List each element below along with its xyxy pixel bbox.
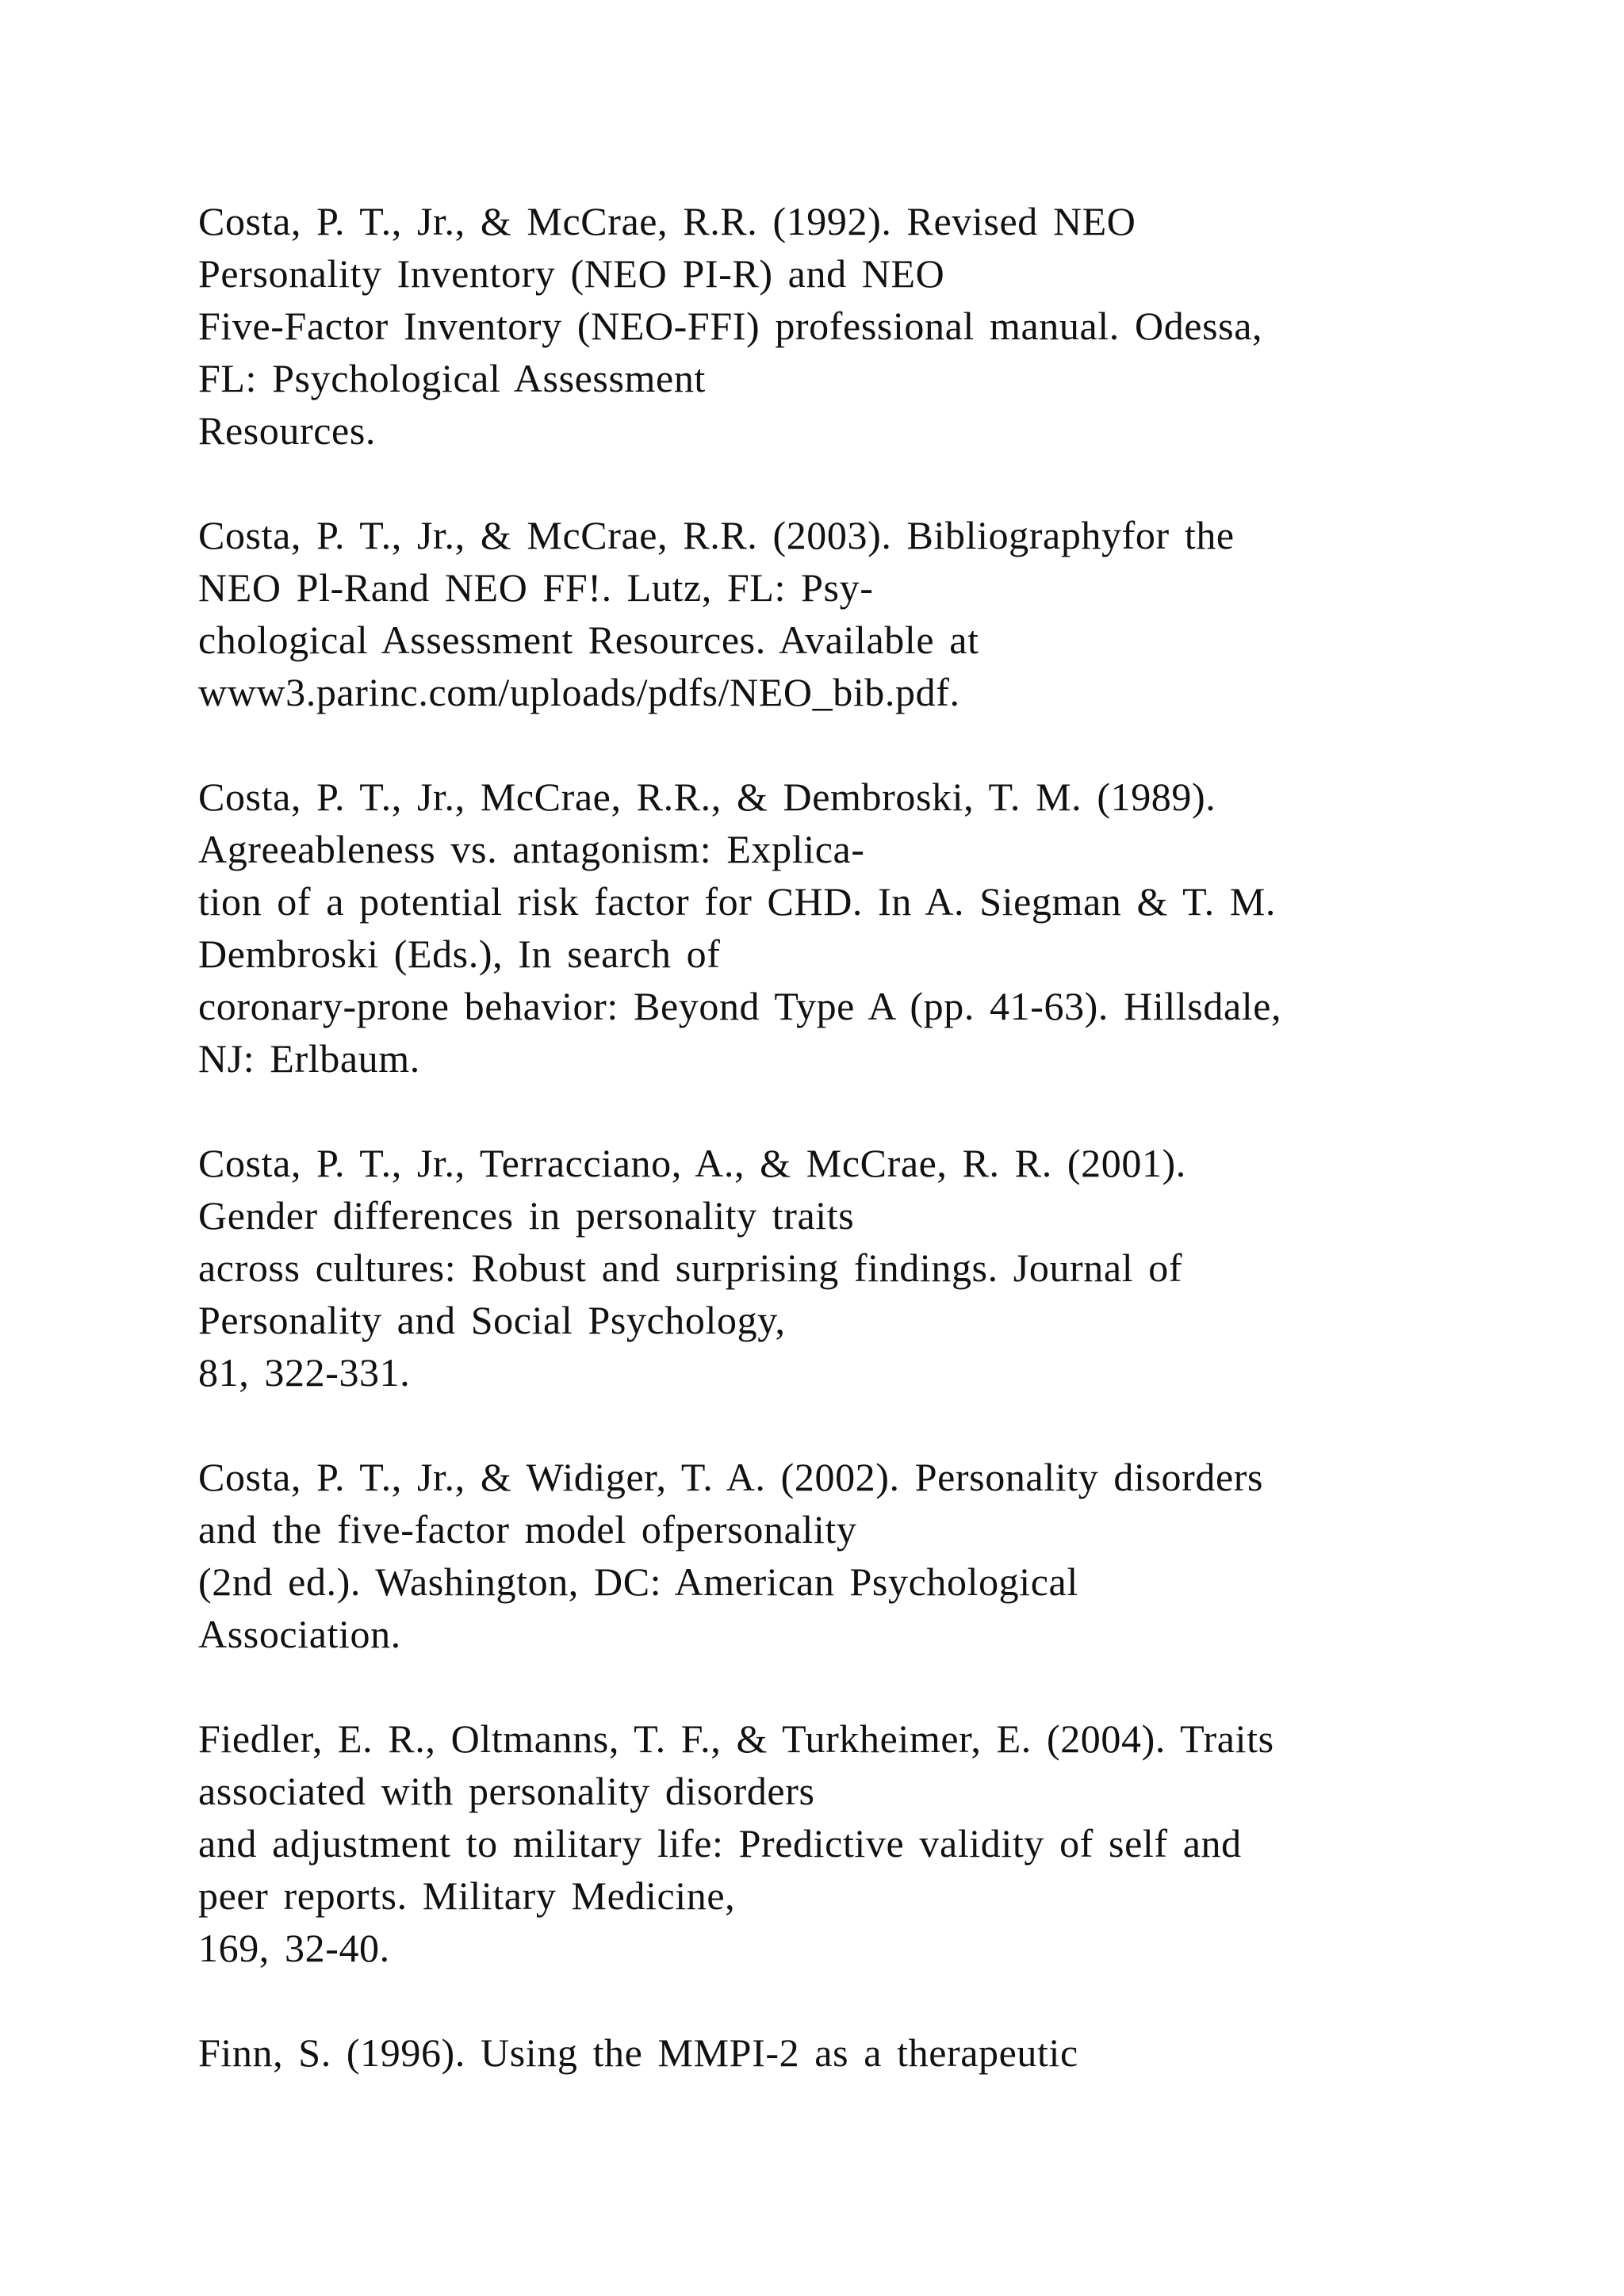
reference-line: coronary-prone behavior: Beyond Type A (pp. 41-63). Hillsdale, [198,984,1282,1028]
reference-line: Personality Inventory (NEO PI-R) and NEO [198,251,945,296]
reference-line: Fiedler, E. R., Oltmanns, T. F., & Turkheimer, E. (2004). Traits [198,1716,1274,1761]
reference-entry [198,771,1499,1085]
reference-line: NJ: Erlbaum. [198,1036,420,1081]
reference-line: NEO Pl-Rand NEO FF!. Lutz, FL: Psy- [198,565,874,610]
reference-entry [198,509,1499,718]
reference-line: Costa, P. T., Jr., Terracciano, A., & McCrae, R. R. (2001). [198,1141,1186,1185]
reference-line: Five-Factor Inventory (NEO-FFI) professional manual. Odessa, [198,304,1263,348]
reference-line: 81, 322-331. [198,1350,411,1395]
reference-entry [198,1451,1499,1660]
reference-line: across cultures: Robust and surprising findings. Journal of [198,1246,1183,1290]
reference-line: peer reports. Military Medicine, [198,1873,736,1918]
reference-line: and the five-factor model ofpersonality [198,1507,857,1552]
reference-line: Resources. [198,408,376,453]
reference-line: FL: Psychological Assessment [198,356,706,400]
reference-line: (2nd ed.). Washington, DC: American Psychological [198,1559,1078,1604]
reference-entry [198,195,1499,457]
reference-line: Gender differences in personality traits [198,1193,855,1238]
reference-line: chological Assessment Resources. Available at [198,618,979,662]
reference-list [198,195,1499,2131]
reference-entry [198,1137,1499,1399]
reference-line: Agreeableness vs. antagonism: Explica- [198,827,865,871]
reference-line: Dembroski (Eds.), In search of [198,932,721,976]
reference-line: and adjustment to military life: Predictive validity of self and [198,1821,1242,1866]
reference-line: Finn, S. (1996). Using the MMPI-2 as a therapeutic [198,2030,1078,2075]
reference-line: Personality and Social Psychology, [198,1298,786,1342]
reference-line: www3.parinc.com/uploads/pdfs/NEO_bib.pdf. [198,670,960,714]
reference-line: Costa, P. T., Jr., & Widiger, T. A. (2002). Personality disorders [198,1455,1264,1499]
reference-entry [198,2026,1499,2079]
reference-line: tion of a potential risk factor for CHD. In A. Siegman & T. M. [198,879,1276,924]
reference-line: Costa, P. T., Jr., & McCrae, R.R. (2003). Bibliographyfor the [198,513,1235,557]
reference-line: Costa, P. T., Jr., McCrae, R.R., & Dembroski, T. M. (1989). [198,775,1216,819]
reference-line: Costa, P. T., Jr., & McCrae, R.R. (1992). Revised NEO [198,199,1136,243]
reference-line: associated with personality disorders [198,1769,815,1813]
reference-line: Association. [198,1612,401,1656]
reference-line: 169, 32-40. [198,1926,390,1970]
reference-entry [198,1712,1499,1974]
